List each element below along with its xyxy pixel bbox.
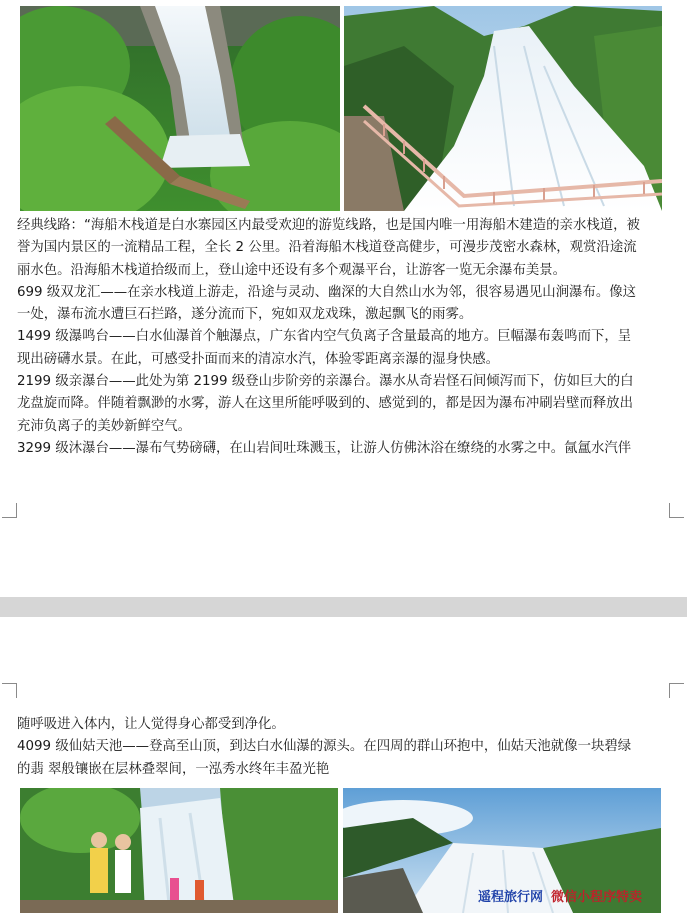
margin-corner-mark [2, 683, 17, 698]
paragraph-line: 的翡 翠般镶嵌在层林叠翠间，一泓秀水终年丰盈光艳 [17, 761, 330, 777]
paragraph-line: 丽水色。沿海船木栈道拾级而上，登山途中还设有多个观瀑平台，让游客一览无余瀑布美景。 [17, 262, 567, 278]
watermark [478, 886, 642, 905]
paragraph-line: 一处，瀑布流水遭巨石拦路，遂分流而下，宛如双龙戏珠，激起飘飞的雨雾。 [17, 307, 473, 323]
paragraph-line: 699 级双龙汇——在亲水栈道上游走，沿途与灵动、幽深的大自然山水为邻，很容易遇见山涧瀑布。像这 [17, 284, 636, 300]
waterfall-forest-photo [20, 6, 340, 211]
page2-body-text [17, 714, 669, 781]
waterfall-boardwalk-photo [344, 6, 662, 211]
paragraph-line: 誉为国内景区的一流精品工程，全长 2 公里。沿着海船木栈道登高健步，可漫步茂密水森林，观赏沿途流 [17, 240, 637, 256]
page-break-gap [0, 597, 687, 617]
paragraph-line: 1499 级瀑鸣台——白水仙瀑首个触瀑点，广东省内空气负离子含量最高的地方。巨幅瀑布轰鸣而下，呈 [17, 329, 632, 345]
paragraph-line: 充沛负离子的美妙新鲜空气。 [17, 418, 192, 434]
watermark-tagline: 微信小程序特卖 [551, 890, 643, 905]
page1-body-text [17, 215, 669, 460]
paragraph-line: 4099 级仙姑天池——登高至山顶，到达白水仙瀑的源头。在四周的群山环抱中，仙姑天池就像一块碧绿 [17, 739, 632, 755]
margin-corner-mark [2, 503, 17, 518]
paragraph-line: 经典线路：“海船木栈道是白水寨园区内最受欢迎的游览线路，也是国内唯一用海船木建造的亲水栈道，被 [17, 218, 640, 233]
paragraph-line: 龙盘旋而降。伴随着飘渺的水雾，游人在这里所能呼吸到的、感觉到的，都是因为瀑布冲刷岩壁而释放出 [17, 396, 633, 412]
margin-corner-mark [669, 503, 684, 518]
paragraph-line: 随呼吸进入体内，让人觉得身心都受到净化。 [17, 717, 285, 732]
paragraph-line: 3299 级沐瀑台——瀑布气势磅礴，在山岩间吐珠溅玉，让游人仿佛沐浴在缭绕的水雾之中。氤氲水汽伴 [17, 440, 632, 456]
paragraph-line: 2199 级亲瀑台——此处为第 2199 级登山步阶旁的亲瀑台。瀑水从奇岩怪石间倾泻而下，仿如巨大的白 [17, 374, 634, 390]
tourists-waterfall-photo [20, 788, 338, 913]
paragraph-line: 现出磅礴水景。在此，可感受扑面而来的清凉水汽，体验零距离亲瀑的湿身快感。 [17, 351, 500, 367]
watermark-brand: 遥程旅行网 [478, 890, 544, 905]
margin-corner-mark [669, 683, 684, 698]
